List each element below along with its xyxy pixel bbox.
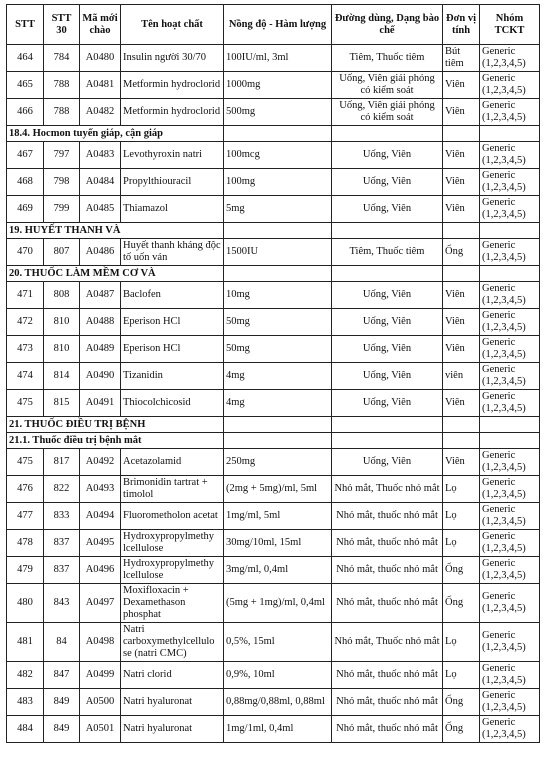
unit-cell: Viên [443, 99, 480, 126]
group-cell: Generic (1,2,3,4,5) [480, 72, 540, 99]
group-cell: Generic (1,2,3,4,5) [480, 530, 540, 557]
stt30-cell: 814 [44, 363, 80, 390]
active-ingredient-cell: Eperison HCl [121, 336, 224, 363]
concentration-cell: 30mg/10ml, 15ml [224, 530, 332, 557]
stt30-cell: 849 [44, 716, 80, 743]
stt30-cell: 822 [44, 476, 80, 503]
unit-cell: Ống [443, 716, 480, 743]
table-row [7, 530, 540, 557]
route-form-cell: Uống, Viên [332, 449, 443, 476]
table-row [7, 476, 540, 503]
table-row [7, 336, 540, 363]
route-form-cell: Nhỏ mắt, thuốc nhỏ mắt [332, 584, 443, 623]
header-route-form: Đường dùng, Dạng bào chế [332, 5, 443, 45]
unit-cell: Viên [443, 282, 480, 309]
table-row [7, 239, 540, 266]
active-ingredient-cell: Acetazolamid [121, 449, 224, 476]
stt-cell: 468 [7, 169, 44, 196]
active-ingredient-cell: Insulin người 30/70 [121, 45, 224, 72]
empty-cell [443, 417, 480, 433]
stt30-cell: 84 [44, 623, 80, 662]
stt30-cell: 788 [44, 72, 80, 99]
unit-cell: Ống [443, 557, 480, 584]
group-cell: Generic (1,2,3,4,5) [480, 169, 540, 196]
route-form-cell: Uống, Viên giải phóng có kiểm soát [332, 99, 443, 126]
concentration-cell: 1000mg [224, 72, 332, 99]
section-title: 19. HUYẾT THANH VÀ [7, 223, 224, 239]
empty-cell [332, 223, 443, 239]
group-cell: Generic (1,2,3,4,5) [480, 557, 540, 584]
empty-cell [480, 266, 540, 282]
active-ingredient-cell: Hydroxypropylmethy lcellulose [121, 557, 224, 584]
header-group: Nhóm TCKT [480, 5, 540, 45]
empty-cell [480, 223, 540, 239]
code-cell: A0480 [80, 45, 121, 72]
stt30-cell: 810 [44, 336, 80, 363]
table-row [7, 142, 540, 169]
group-cell: Generic (1,2,3,4,5) [480, 390, 540, 417]
active-ingredient-cell: Metformin hydroclorid [121, 72, 224, 99]
active-ingredient-cell: Levothyroxin natri [121, 142, 224, 169]
table-row [7, 99, 540, 126]
group-cell: Generic (1,2,3,4,5) [480, 503, 540, 530]
concentration-cell: 0,9%, 10ml [224, 662, 332, 689]
stt-cell: 466 [7, 99, 44, 126]
route-form-cell: Tiêm, Thuốc tiêm [332, 45, 443, 72]
stt30-cell: 797 [44, 142, 80, 169]
table-row [7, 662, 540, 689]
table-row [7, 689, 540, 716]
table-row [7, 45, 540, 72]
concentration-cell: 1500IU [224, 239, 332, 266]
route-form-cell: Uống, Viên [332, 363, 443, 390]
empty-cell [332, 433, 443, 449]
group-cell: Generic (1,2,3,4,5) [480, 142, 540, 169]
stt30-cell: 810 [44, 309, 80, 336]
group-cell: Generic (1,2,3,4,5) [480, 584, 540, 623]
section-heading-row [7, 433, 540, 449]
code-cell: A0483 [80, 142, 121, 169]
unit-cell: Lọ [443, 662, 480, 689]
group-cell: Generic (1,2,3,4,5) [480, 196, 540, 223]
route-form-cell: Uống, Viên giải phóng có kiểm soát [332, 72, 443, 99]
stt30-cell: 847 [44, 662, 80, 689]
table-row [7, 196, 540, 223]
stt-cell: 484 [7, 716, 44, 743]
section-title: 21.1. Thuốc điều trị bệnh mắt [7, 433, 224, 449]
route-form-cell: Tiêm, Thuốc tiêm [332, 239, 443, 266]
section-title: 18.4. Hocmon tuyến giáp, cận giáp [7, 126, 224, 142]
section-heading-row [7, 417, 540, 433]
stt30-cell: 849 [44, 689, 80, 716]
stt30-cell: 799 [44, 196, 80, 223]
concentration-cell: 4mg [224, 363, 332, 390]
unit-cell: Viên [443, 449, 480, 476]
code-cell: A0501 [80, 716, 121, 743]
stt30-cell: 784 [44, 45, 80, 72]
concentration-cell: 100IU/ml, 3ml [224, 45, 332, 72]
stt-cell: 469 [7, 196, 44, 223]
header-row [7, 5, 540, 45]
stt30-cell: 807 [44, 239, 80, 266]
route-form-cell: Uống, Viên [332, 390, 443, 417]
table-row [7, 716, 540, 743]
stt-cell: 475 [7, 390, 44, 417]
stt30-cell: 788 [44, 99, 80, 126]
stt-cell: 472 [7, 309, 44, 336]
code-cell: A0485 [80, 196, 121, 223]
table-row [7, 557, 540, 584]
code-cell: A0499 [80, 662, 121, 689]
stt30-cell: 837 [44, 557, 80, 584]
stt-cell: 477 [7, 503, 44, 530]
code-cell: A0489 [80, 336, 121, 363]
route-form-cell: Nhỏ mắt, thuốc nhỏ mắt [332, 503, 443, 530]
route-form-cell: Nhỏ mắt, thuốc nhỏ mắt [332, 716, 443, 743]
stt-cell: 479 [7, 557, 44, 584]
stt30-cell: 817 [44, 449, 80, 476]
active-ingredient-cell: Natri clorid [121, 662, 224, 689]
concentration-cell: (2mg + 5mg)/ml, 5ml [224, 476, 332, 503]
group-cell: Generic (1,2,3,4,5) [480, 239, 540, 266]
route-form-cell: Uống, Viên [332, 142, 443, 169]
code-cell: A0484 [80, 169, 121, 196]
group-cell: Generic (1,2,3,4,5) [480, 716, 540, 743]
empty-cell [443, 266, 480, 282]
unit-cell: Bút tiêm [443, 45, 480, 72]
concentration-cell: 1mg/1ml, 0,4ml [224, 716, 332, 743]
code-cell: A0488 [80, 309, 121, 336]
header-stt30: STT 30 [44, 5, 80, 45]
active-ingredient-cell: Propylthiouracil [121, 169, 224, 196]
stt-cell: 478 [7, 530, 44, 557]
concentration-cell: 3mg/ml, 0,4ml [224, 557, 332, 584]
empty-cell [443, 433, 480, 449]
stt-cell: 481 [7, 623, 44, 662]
table-row [7, 282, 540, 309]
code-cell: A0495 [80, 530, 121, 557]
empty-cell [332, 417, 443, 433]
active-ingredient-cell: Eperison HCl [121, 309, 224, 336]
stt30-cell: 837 [44, 530, 80, 557]
code-cell: A0481 [80, 72, 121, 99]
header-unit: Đơn vị tính [443, 5, 480, 45]
unit-cell: Viên [443, 169, 480, 196]
code-cell: A0493 [80, 476, 121, 503]
active-ingredient-cell: Moxifloxacin + Dexamethason phosphat [121, 584, 224, 623]
empty-cell [224, 417, 332, 433]
table-row [7, 309, 540, 336]
active-ingredient-cell: Huyết thanh kháng độc tố uốn ván [121, 239, 224, 266]
unit-cell: viên [443, 363, 480, 390]
document-page [6, 4, 539, 743]
active-ingredient-cell: Natri hyaluronat [121, 689, 224, 716]
group-cell: Generic (1,2,3,4,5) [480, 363, 540, 390]
code-cell: A0498 [80, 623, 121, 662]
empty-cell [480, 417, 540, 433]
active-ingredient-cell: Natri carboxymethylcellulo se (natri CMC) [121, 623, 224, 662]
table-row [7, 390, 540, 417]
stt30-cell: 843 [44, 584, 80, 623]
group-cell: Generic (1,2,3,4,5) [480, 689, 540, 716]
stt-cell: 471 [7, 282, 44, 309]
empty-cell [224, 223, 332, 239]
concentration-cell: 0,88mg/0,88ml, 0,88ml [224, 689, 332, 716]
empty-cell [480, 126, 540, 142]
section-heading-row [7, 223, 540, 239]
table-row [7, 503, 540, 530]
code-cell: A0494 [80, 503, 121, 530]
section-title: 20. THUỐC LÀM MỀM CƠ VÀ [7, 266, 224, 282]
stt-cell: 464 [7, 45, 44, 72]
section-heading-row [7, 266, 540, 282]
empty-cell [443, 126, 480, 142]
group-cell: Generic (1,2,3,4,5) [480, 336, 540, 363]
stt-cell: 465 [7, 72, 44, 99]
group-cell: Generic (1,2,3,4,5) [480, 282, 540, 309]
header-active-ingredient: Tên hoạt chất [121, 5, 224, 45]
active-ingredient-cell: Hydroxypropylmethy lcellulose [121, 530, 224, 557]
group-cell: Generic (1,2,3,4,5) [480, 476, 540, 503]
code-cell: A0487 [80, 282, 121, 309]
group-cell: Generic (1,2,3,4,5) [480, 309, 540, 336]
stt-cell: 482 [7, 662, 44, 689]
active-ingredient-cell: Thiamazol [121, 196, 224, 223]
stt-cell: 470 [7, 239, 44, 266]
stt-cell: 474 [7, 363, 44, 390]
unit-cell: Viên [443, 309, 480, 336]
concentration-cell: 50mg [224, 309, 332, 336]
unit-cell: Lọ [443, 476, 480, 503]
group-cell: Generic (1,2,3,4,5) [480, 449, 540, 476]
stt-cell: 476 [7, 476, 44, 503]
concentration-cell: 1mg/ml, 5ml [224, 503, 332, 530]
group-cell: Generic (1,2,3,4,5) [480, 99, 540, 126]
table-row [7, 169, 540, 196]
concentration-cell: (5mg + 1mg)/ml, 0,4ml [224, 584, 332, 623]
stt30-cell: 833 [44, 503, 80, 530]
stt-cell: 483 [7, 689, 44, 716]
route-form-cell: Nhỏ mắt, thuốc nhỏ mắt [332, 557, 443, 584]
code-cell: A0491 [80, 390, 121, 417]
unit-cell: Viên [443, 196, 480, 223]
active-ingredient-cell: Tizanidin [121, 363, 224, 390]
unit-cell: Lọ [443, 503, 480, 530]
stt-cell: 475 [7, 449, 44, 476]
concentration-cell: 4mg [224, 390, 332, 417]
empty-cell [332, 126, 443, 142]
concentration-cell: 500mg [224, 99, 332, 126]
route-form-cell: Uống, Viên [332, 336, 443, 363]
empty-cell [332, 266, 443, 282]
unit-cell: Ống [443, 584, 480, 623]
concentration-cell: 250mg [224, 449, 332, 476]
stt30-cell: 798 [44, 169, 80, 196]
active-ingredient-cell: Brimonidin tartrat + timolol [121, 476, 224, 503]
table-row [7, 72, 540, 99]
unit-cell: Viên [443, 336, 480, 363]
code-cell: A0500 [80, 689, 121, 716]
code-cell: A0486 [80, 239, 121, 266]
code-cell: A0482 [80, 99, 121, 126]
concentration-cell: 10mg [224, 282, 332, 309]
drug-table [6, 4, 540, 743]
stt-cell: 473 [7, 336, 44, 363]
concentration-cell: 5mg [224, 196, 332, 223]
unit-cell: Lọ [443, 623, 480, 662]
table-row [7, 623, 540, 662]
table-row [7, 449, 540, 476]
stt30-cell: 808 [44, 282, 80, 309]
stt-cell: 467 [7, 142, 44, 169]
active-ingredient-cell: Baclofen [121, 282, 224, 309]
route-form-cell: Nhỏ mắt, thuốc nhỏ mắt [332, 662, 443, 689]
unit-cell: Viên [443, 142, 480, 169]
section-heading-row [7, 126, 540, 142]
empty-cell [224, 433, 332, 449]
concentration-cell: 50mg [224, 336, 332, 363]
active-ingredient-cell: Natri hyaluronat [121, 716, 224, 743]
code-cell: A0492 [80, 449, 121, 476]
route-form-cell: Nhỏ mắt, Thuốc nhỏ mắt [332, 623, 443, 662]
active-ingredient-cell: Metformin hydroclorid [121, 99, 224, 126]
code-cell: A0497 [80, 584, 121, 623]
concentration-cell: 100mg [224, 169, 332, 196]
unit-cell: Lọ [443, 530, 480, 557]
code-cell: A0496 [80, 557, 121, 584]
route-form-cell: Uống, Viên [332, 282, 443, 309]
active-ingredient-cell: Thiocolchicosid [121, 390, 224, 417]
route-form-cell: Nhỏ mắt, Thuốc nhỏ mắt [332, 476, 443, 503]
code-cell: A0490 [80, 363, 121, 390]
active-ingredient-cell: Fluorometholon acetat [121, 503, 224, 530]
group-cell: Generic (1,2,3,4,5) [480, 623, 540, 662]
route-form-cell: Nhỏ mắt, thuốc nhỏ mắt [332, 689, 443, 716]
group-cell: Generic (1,2,3,4,5) [480, 662, 540, 689]
unit-cell: Viên [443, 72, 480, 99]
header-concentration: Nồng độ - Hàm lượng [224, 5, 332, 45]
group-cell: Generic (1,2,3,4,5) [480, 45, 540, 72]
header-stt: STT [7, 5, 44, 45]
route-form-cell: Uống, Viên [332, 309, 443, 336]
header-code: Mã mới chào [80, 5, 121, 45]
stt30-cell: 815 [44, 390, 80, 417]
concentration-cell: 0,5%, 15ml [224, 623, 332, 662]
empty-cell [443, 223, 480, 239]
unit-cell: Viên [443, 390, 480, 417]
concentration-cell: 100mcg [224, 142, 332, 169]
unit-cell: Ống [443, 239, 480, 266]
table-row [7, 363, 540, 390]
empty-cell [224, 266, 332, 282]
stt-cell: 480 [7, 584, 44, 623]
section-title: 21. THUỐC ĐIỀU TRỊ BỆNH [7, 417, 224, 433]
route-form-cell: Uống, Viên [332, 169, 443, 196]
empty-cell [224, 126, 332, 142]
unit-cell: Ống [443, 689, 480, 716]
route-form-cell: Uống, Viên [332, 196, 443, 223]
empty-cell [480, 433, 540, 449]
route-form-cell: Nhỏ mắt, thuốc nhỏ mắt [332, 530, 443, 557]
table-row [7, 584, 540, 623]
